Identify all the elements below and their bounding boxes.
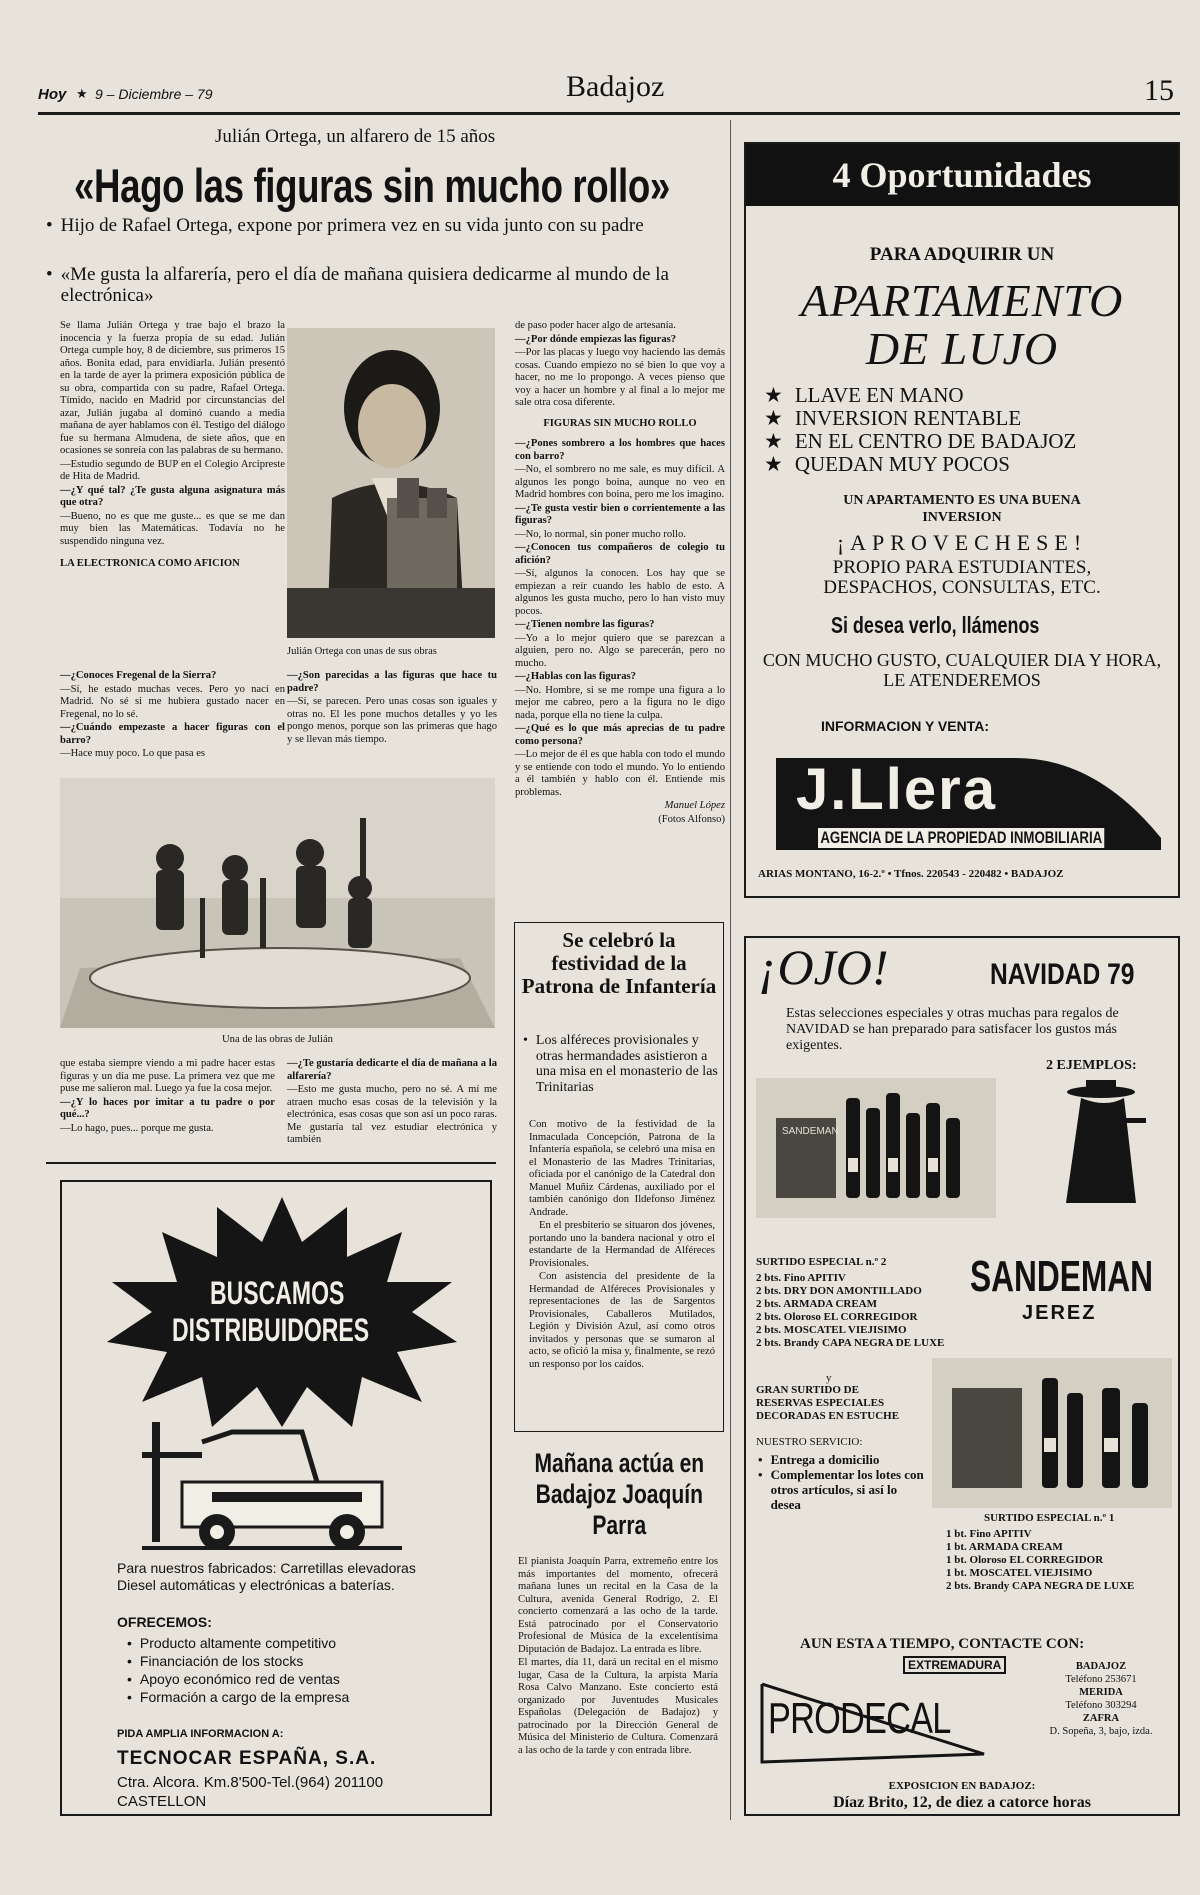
- article-bullet-1: • Hijo de Rafael Ortega, expone por primera vez en su vida junto con su padre: [46, 215, 644, 236]
- surtido-2-item: 2 bts. DRY DON AMONTILLADO: [756, 1285, 922, 1297]
- llera-brand: J.Llera: [796, 757, 997, 822]
- article-column-1: Se llama Julián Ortega y trae bajo el brazo la inocencia y la fuerza propia de su edad. Julián Ortega cumple hoy, 8 de diciembre, sus primeros 15 años. Bonita edad, para envidiarla. Julián presentó en la tarde de ayer la primera exposición pública de su obra, compartida con su padre, Rafael Ortega. Tímido, nacido en Madrid por circunstancias del azar, Julián jugaba al dominó cuando a media mañana de ayer hablamos con él. Testigo del diálogo fue su hermana Almudena, de siete años, que en ocasiones se sonreía con las palabras de su hermano. —Estudio segundo de BUP en el Colegio Arcipreste de Hita de Madrid. —¿Y qué tal? ¿Te gusta alguna asignatura más que otra? —Bueno, no es que me guste... es que se me dan muy bien las Matemáticas. Todavía no he suspendido ninguna vez. LA ELECTRONICA COMO AFICION: [60, 320, 285, 569]
- star-icon: ★: [76, 86, 88, 101]
- star-icon: ★: [764, 383, 783, 407]
- surtido-2-item: 2 bts. Brandy CAPA NEGRA DE LUXE: [756, 1337, 945, 1349]
- tecnocar-brand: TECNOCAR ESPAÑA, S.A.: [117, 1748, 377, 1769]
- prodecal-ad: [744, 936, 1180, 1816]
- apartment-uses: PROPIO PARA ESTUDIANTES, DESPACHOS, CONSULTAS, ETC.: [823, 557, 1101, 598]
- surtido-1-item: 1 bt. Fino APITIV: [946, 1528, 1032, 1540]
- tecnocar-offer-title: OFRECEMOS:: [117, 1614, 212, 1630]
- surtido-2-item: 2 bts. Oloroso EL CORREGIDOR: [756, 1311, 918, 1323]
- surtido-1-item: 1 bt. ARMADA CREAM: [946, 1541, 1063, 1553]
- buscamos-burst: [102, 1192, 462, 1432]
- figures-photo: [60, 778, 495, 1028]
- navidad-title: NAVIDAD 79: [990, 958, 1135, 991]
- contact-city: BADAJOZ: [1075, 1661, 1127, 1672]
- bottles-photo-2: [932, 1358, 1172, 1508]
- masthead-date: 9 – Diciembre – 79: [95, 86, 213, 102]
- apartment-address: ARIAS MONTANO, 16-2.º • Tfnos. 220543 - 220482 • BADAJOZ: [758, 868, 1064, 880]
- column-divider: [730, 120, 731, 1820]
- service-item: • Complementar los lotes con otros artículos, si así lo desea: [758, 1467, 924, 1512]
- prodecal-ejemplos: 2 EJEMPLOS:: [1046, 1058, 1137, 1073]
- feature-item: ★ LLAVE EN MANO: [764, 383, 964, 407]
- surtido-2-title: SURTIDO ESPECIAL n.º 2: [756, 1256, 887, 1268]
- prodecal-logo: [758, 1654, 1002, 1766]
- apartment-title-1: APARTAMENTO: [800, 275, 1124, 326]
- sandeman-brand: SANDEMAN: [970, 1252, 1154, 1301]
- surtido-1-item: 1 bt. Oloroso EL CORREGIDOR: [946, 1554, 1104, 1566]
- contact-city: MERIDA: [1079, 1687, 1123, 1698]
- offer-item: • Financiación de los stocks: [127, 1653, 304, 1669]
- bottles-photo-1: [756, 1078, 996, 1218]
- apartment-info: INFORMACION Y VENTA:: [821, 718, 990, 734]
- apartment-title-2: DE LUJO: [865, 323, 1059, 374]
- surtido-2-list: [756, 1272, 944, 1350]
- surtido-2-item: 2 bts. MOSCATEL VIEJISIMO: [756, 1324, 907, 1336]
- section-title: Badajoz: [566, 70, 665, 103]
- apartment-banner: 4 Oportunidades: [746, 144, 1178, 206]
- service-item: • Entrega a domicilio: [758, 1452, 880, 1467]
- apartment-features: [764, 384, 1076, 476]
- article-bullet-2: • «Me gusta la alfarería, pero el día de mañana quisiera dedicarme al mundo de la electrónica»: [46, 264, 669, 306]
- llera-logo: [766, 738, 1166, 850]
- apartment-cta: Si desea verlo, llámenos: [831, 612, 1040, 638]
- star-icon: ★: [764, 429, 783, 453]
- masthead: [38, 70, 1178, 112]
- tecnocar-city: CASTELLON: [117, 1793, 207, 1810]
- contact-phone: Teléfono 253671: [1065, 1674, 1137, 1685]
- contact-address: D. Sopeña, 3, bajo, izda.: [1049, 1726, 1153, 1737]
- subhead-electronica: LA ELECTRONICA COMO AFICION: [60, 558, 240, 569]
- feature-item: ★ EN EL CENTRO DE BADAJOZ: [764, 429, 1077, 453]
- photo-caption-2: Una de las obras de Julián: [222, 1034, 333, 1045]
- parra-body: El pianista Joaquín Parra, extremeño entre los más importantes del momento, ofrecerá mañana lunes un recital en la Casa de la Cultura, avenida General Rodrigo, 2. El concierto comenzará a las ocho de la tarde. Está patrocinado por el Conservatorio Profesional de Música de la excelentísima Diputación de Badajoz. La entrada es libre. El martes, día 11, dará un recital en el mismo lugar, Casa de la Cultura, la arpista María Rosa Calvo Manzano. Este concierto está organizado por Juventudes Musicales Españolas (Delegación de Badajoz) y patrocinado por la Dirección General de Música del Ministerio de Cultura. Comenzará a las ocho de la tarde y con entrada libre.: [518, 1556, 718, 1756]
- article-column-1b: —¿Conoces Fregenal de la Sierra? —Sí, he estado muchas veces. Pero yo nací en Madrid. No sé si me hubiera gustado nacer en Fregenal, no lo sé. —¿Cuándo empezaste a hacer figuras con el barro? —Hace muy poco. Lo que pasa es: [60, 670, 285, 759]
- photo-credit: (Fotos Alfonso): [658, 813, 725, 825]
- article-kicker: Julián Ortega, un alfarero de 15 años: [215, 126, 496, 147]
- tecnocar-intro: Para nuestros fabricados: Carretillas elevadoras Diesel automáticas y electrónicas a baterías.: [117, 1560, 416, 1593]
- gran-surtido: GRAN SURTIDO DE RESERVAS ESPECIALES DECORADAS EN ESTUCHE: [756, 1384, 900, 1422]
- expo-title: EXPOSICION EN BADAJOZ:: [888, 1780, 1036, 1792]
- parra-article: [514, 1448, 724, 1828]
- prodecal-contacts: [1026, 1660, 1176, 1738]
- surtido-1-item: 2 bts. Brandy CAPA NEGRA DE LUXE: [946, 1580, 1135, 1592]
- tecnocar-offers: [127, 1634, 349, 1706]
- offer-item: • Producto altamente competitivo: [127, 1635, 337, 1651]
- article-column-2b: —¿Son parecidas a las figuras que hace tu padre? —Sí, se parecen. Pero unas cosas son iguales y otras no. El les pone muchos detalles y yo les pongo menos, porque son las primeras que hago y se llevan más tiempo.: [287, 670, 497, 745]
- photo-caption-1: Julián Ortega con unas de sus obras: [287, 646, 437, 657]
- star-icon: ★: [764, 406, 783, 430]
- tecnocar-ask: PIDA AMPLIA INFORMACION A:: [117, 1728, 284, 1740]
- ojo-title: ¡OJO!: [758, 939, 889, 995]
- feature-item: ★ QUEDAN MUY POCOS: [764, 452, 1010, 476]
- subhead-figuras: FIGURAS SIN MUCHO ROLLO: [543, 417, 697, 429]
- contact-city: ZAFRA: [1082, 1713, 1120, 1724]
- article-column-2c: —¿Te gustaría dedicarte el día de mañana a la alfarería? —Esto me gusta mucho, pero no sé. A mí me atraen mucho esas cosas de la televisión y la electrónica, esas cosas que son así un poco raras. Me gustaría tal vez estudiar electrónica y también: [287, 1058, 497, 1145]
- infanteria-headline: Se celebró la festividad de la Patrona de Infantería: [521, 928, 717, 998]
- expo-address: Díaz Brito, 12, de diez a catorce horas: [833, 1794, 1091, 1811]
- page-number: 15: [1144, 74, 1174, 107]
- jerez-label: JEREZ: [1022, 1302, 1097, 1324]
- extremadura-label: EXTREMADURA: [903, 1656, 1006, 1674]
- parra-headline: Mañana actúa en Badajoz Joaquín Parra: [534, 1448, 705, 1540]
- burst-line-1: BUSCAMOS: [210, 1275, 345, 1311]
- surtido-1-item: 1 bt. MOSCATEL VIEJISIMO: [946, 1567, 1093, 1579]
- surtido-1-title: SURTIDO ESPECIAL n.º 1: [984, 1512, 1115, 1524]
- apartment-note: UN APARTAMENTO ES UNA BUENA INVERSION: [843, 493, 1081, 525]
- llera-agency: AGENCIA DE LA PROPIEDAD INMOBILIARIA: [818, 828, 1105, 848]
- apartment-cta-2: CON MUCHO GUSTO, CUALQUIER DIA Y HORA, LE ATENDEREMOS: [762, 650, 1162, 690]
- portrait-photo: [287, 328, 495, 638]
- article-byline: Manuel López: [664, 800, 725, 811]
- apartment-line1: PARA ADQUIRIR UN: [869, 244, 1055, 265]
- infanteria-body: Con motivo de la festividad de la Inmaculada Concepción, Patrona de la Infantería española, se celebró una misa en el Monasterio de las Madres Trinitarias, oficiada por el canónigo de la Catedral don Manuel Muñiz Cárdenas, auxiliado por el también canónigo don Ildefonso Jiménez Andrade. En el presbiterio se situaron dos jóvenes, portando uno la bandera nacional y otro el estandarte de la Hermandad de Alféreces Provisionales. Con asistencia del presidente de la Hermandad de Alféreces Provisionales y representaciones de las de Sargentos Provisionales, Caballeros Mutilados, Legión y División Azul, así como otros invitados y personas que se sumaron al acto, se ofició la misa y, finalmente, se rezó un responso por los caídos.: [529, 1119, 715, 1370]
- article-column-3: de paso poder hacer algo de artesanía. —¿Por dónde empiezas las figuras? —Por las placas y luego voy haciendo las demás cosas. Cuando empiezo no sé bien lo que voy a hacer, no me lo propongo. A veces pienso que voy a hacer un hombre y al final a lo mejor me sale otra cosa diferente. FIGURAS SIN MUCHO ROLLO —¿Pones sombrero a los hombres que haces con barro? —No, el sombrero no me sale, es muy difícil. A algunos les pongo boina, aunque no veo en Madrid hombres con boina, pero me los imagino. —¿Te gusta vestir bien o corrientemente a las figuras? —No, lo normal, sin poner mucho rollo. —¿Conocen tus compañeros de colegio tu afición? —Sí, algunos la conocen. Los hay que se empiezan a reír cuando les hablo de esto. A algunos les gusta mucho, pero lo han visto muy pocos. —¿Tienen nombre las figuras? —Yo a lo mejor quiero que se parezcan a alguien, pero no. Algo se parecerán, pero no mucho. —¿Hablas con las figuras? —No. Hombre, si se me rompe una figura a lo mejor me cabreo, pero a la figura no le digo nada, porque ella no tiene la culpa. —¿Qué es lo que más aprecias de tu padre como persona? —Lo mejor de él es que habla con todo el mundo y se entiende con todo el mundo. Yo lo entiendo a él también y hablo con él. Entiende mis problemas. Manuel López (Fotos Alfonso): [515, 320, 725, 825]
- article-column-1c: que estaba siempre viendo a mi padre hacer estas figuras y un día me puse. La primera vez que me puse me salieron mal. Luego ya fue la cosa mejor. —¿Y lo haces por imitar a tu padre o por qué...? —Lo hago, pues... porque me gusta.: [60, 1058, 275, 1134]
- surtido-1-list: [946, 1528, 1134, 1593]
- apartment-ad: [744, 142, 1180, 898]
- offer-item: • Apoyo económico red de ventas: [127, 1671, 340, 1687]
- prodecal-brand: PRODECAL: [768, 1694, 951, 1743]
- y-connector: y: [826, 1372, 832, 1384]
- infanteria-lead: • Los alféreces provisionales y otras hermandades asistieron a una misa en el monasterio de las Trinitarias: [523, 1033, 718, 1095]
- prodecal-intro: Estas selecciones especiales y otras muchas para regalos de NAVIDAD se han preparado para satisfacer los gustos más exigentes.: [786, 1006, 1119, 1053]
- article-headline: «Hago las figuras sin mucho rollo»: [74, 159, 670, 212]
- star-icon: ★: [764, 452, 783, 476]
- feature-item: ★ INVERSION RENTABLE: [764, 406, 1022, 430]
- surtido-2-item: 2 bts. Fino APITIV: [756, 1272, 846, 1284]
- burst-line-2: DISTRIBUIDORES: [172, 1312, 370, 1348]
- box-label: SANDEMAN: [782, 1126, 839, 1137]
- servicio-title: NUESTRO SERVICIO:: [756, 1436, 863, 1448]
- infanteria-article: [514, 922, 724, 1432]
- article-bottom-rule: [46, 1162, 496, 1164]
- masthead-rule: [38, 112, 1180, 115]
- contacte-line: AUN ESTA A TIEMPO, CONTACTE CON:: [800, 1636, 1085, 1652]
- tecnocar-address: Ctra. Alcora. Km.8'500-Tel.(964) 201100: [117, 1774, 384, 1791]
- apartment-call: ¡APROVECHESE!: [836, 530, 1088, 555]
- sandeman-figure-icon: [1046, 1078, 1156, 1208]
- surtido-2-item: 2 bts. ARMADA CREAM: [756, 1298, 877, 1310]
- servicio-list: [758, 1452, 928, 1512]
- contact-phone: Teléfono 303294: [1065, 1700, 1137, 1711]
- tecnocar-ad: [60, 1180, 492, 1816]
- masthead-logo: Hoy: [38, 86, 67, 103]
- offer-item: • Formación a cargo de la empresa: [127, 1689, 350, 1705]
- forklift-icon: [142, 1422, 402, 1552]
